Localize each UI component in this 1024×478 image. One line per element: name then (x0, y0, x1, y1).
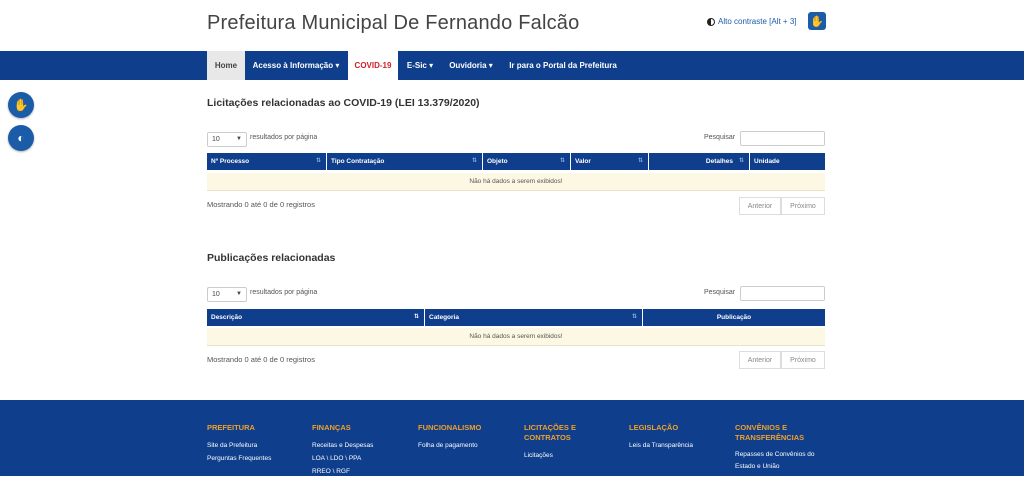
publicacoes-title: Publicações relacionadas (207, 252, 336, 264)
sort-icon: ⇅ (738, 158, 744, 164)
nav-portal-prefeitura[interactable] (502, 51, 624, 80)
hand-icon: ✋ (13, 98, 29, 112)
search-input[interactable] (740, 131, 825, 146)
page-length-select[interactable] (207, 132, 247, 147)
col-header-label: Objeto (487, 158, 508, 165)
col-header-label: Tipo Contratação (331, 158, 385, 165)
empty-table-row: Não há dados a serem exibidos! (207, 173, 825, 191)
col-header[interactable] (483, 153, 571, 170)
sort-icon: ⇅ (413, 314, 419, 320)
footer-link[interactable]: Receitas e Despesas (312, 442, 374, 449)
empty-table-row: Não há dados a serem exibidos! (207, 328, 825, 346)
table-info: Mostrando 0 até 0 de 0 registros (207, 355, 315, 364)
col-header[interactable] (327, 153, 483, 170)
footer-link[interactable]: Folha de pagamento (418, 442, 478, 449)
footer-link[interactable]: Leis da Transparência (629, 442, 693, 449)
high-contrast-link[interactable] (707, 17, 796, 26)
nav-ouvidoria[interactable] (441, 51, 501, 80)
col-header-label: Valor (575, 158, 591, 165)
nav-esic-label: E-Sic (406, 61, 427, 70)
footer-col-legislacao (629, 423, 724, 452)
col-header[interactable] (649, 153, 750, 170)
chevron-down-icon: ▾ (488, 61, 493, 70)
nav-ouvidoria-label: Ouvidoria (449, 61, 487, 70)
search-input[interactable] (740, 286, 825, 301)
next-page-button[interactable]: Próximo (781, 197, 825, 215)
floating-sign-language-button[interactable] (8, 92, 34, 118)
col-header-label: Nº Processo (211, 158, 250, 165)
chevron-down-icon: ▼ (236, 136, 242, 142)
footer-col-funcionalismo (418, 423, 513, 452)
contrast-icon (707, 18, 715, 26)
col-header[interactable] (643, 309, 825, 326)
nav-home[interactable] (207, 51, 245, 80)
col-header[interactable] (571, 153, 649, 170)
footer-heading: FINANÇAS (312, 423, 351, 432)
page-length-select[interactable] (207, 287, 247, 302)
footer-col-financas (312, 423, 407, 478)
page-length-label: resultados por página (250, 289, 318, 296)
footer-col-convenios (735, 423, 830, 473)
publicacoes-table-header (207, 309, 825, 326)
search-label: Pesquisar (704, 289, 736, 296)
high-contrast-label: Alto contraste [Alt + 3] (718, 17, 797, 26)
col-header[interactable] (750, 153, 825, 170)
chevron-down-icon: ▼ (236, 291, 242, 297)
nav-covid-label: COVID-19 (354, 61, 392, 70)
sign-language-button[interactable] (808, 12, 826, 30)
footer-link[interactable]: Licitações (524, 452, 553, 459)
nav-acesso-informacao[interactable] (245, 51, 347, 80)
footer-link[interactable]: Perguntas Frequentes (207, 455, 272, 462)
nav-esic[interactable] (400, 51, 440, 80)
chevron-down-icon: ▾ (335, 61, 340, 70)
floating-contrast-button[interactable] (8, 125, 34, 151)
site-title: Prefeitura Municipal De Fernando Falcão (207, 12, 580, 34)
main-navbar (0, 51, 1024, 80)
chevron-down-icon: ▾ (429, 61, 434, 70)
col-header-label: Categoria (429, 314, 459, 321)
footer-col-licitacoes (524, 423, 614, 462)
sort-icon: ⇅ (631, 314, 637, 320)
prev-page-button[interactable]: Anterior (739, 351, 781, 369)
nav-home-label: Home (214, 61, 238, 70)
next-page-button[interactable]: Próximo (781, 351, 825, 369)
site-footer (0, 400, 1024, 476)
licitacoes-table-header (207, 153, 825, 170)
footer-heading: LEGISLAÇÃO (629, 423, 679, 432)
col-header-label: Unidade (754, 158, 780, 165)
sort-icon: ⇅ (637, 158, 643, 164)
col-header[interactable] (207, 309, 425, 326)
footer-heading: LICITAÇÕES E CONTRATOS (524, 423, 576, 442)
footer-link[interactable]: RREO \ RGF (312, 468, 350, 475)
page-length-label: resultados por página (250, 134, 318, 141)
prev-page-button[interactable]: Anterior (739, 197, 781, 215)
nav-covid[interactable] (348, 51, 398, 80)
col-header-label: Publicação (716, 314, 752, 321)
footer-link[interactable]: Repasses de Convênios do Estado e União (735, 451, 815, 470)
nav-acesso-label: Acesso à Informação (252, 61, 334, 70)
search-label: Pesquisar (704, 134, 736, 141)
hand-icon: ✋ (810, 15, 824, 28)
col-header-label: Detalhes (705, 158, 733, 165)
page-length-value: 10 (212, 136, 220, 143)
col-header-label: Descrição (211, 314, 243, 321)
table-info: Mostrando 0 até 0 de 0 registros (207, 200, 315, 209)
contrast-icon: ◐ (17, 131, 25, 145)
col-header[interactable] (425, 309, 643, 326)
footer-heading: PREFEITURA (207, 423, 255, 432)
site-header (0, 0, 1024, 51)
footer-link[interactable]: LOA \ LDO \ PPA (312, 455, 362, 462)
sort-icon: ⇅ (559, 158, 565, 164)
covid-licitacoes-title: Licitações relacionadas ao COVID-19 (LEI 13.379/2020) (207, 97, 480, 109)
footer-col-prefeitura (207, 423, 302, 465)
footer-link[interactable]: Site da Prefeitura (207, 442, 258, 449)
footer-heading: CONVÊNIOS E TRANSFERÊNCIAS (735, 423, 805, 442)
col-header[interactable] (207, 153, 327, 170)
sort-icon: ⇅ (315, 158, 321, 164)
footer-heading: FUNCIONALISMO (418, 423, 482, 432)
page-length-value: 10 (212, 291, 220, 298)
nav-portal-label: Ir para o Portal da Prefeitura (509, 61, 617, 70)
sort-icon: ⇅ (471, 158, 477, 164)
